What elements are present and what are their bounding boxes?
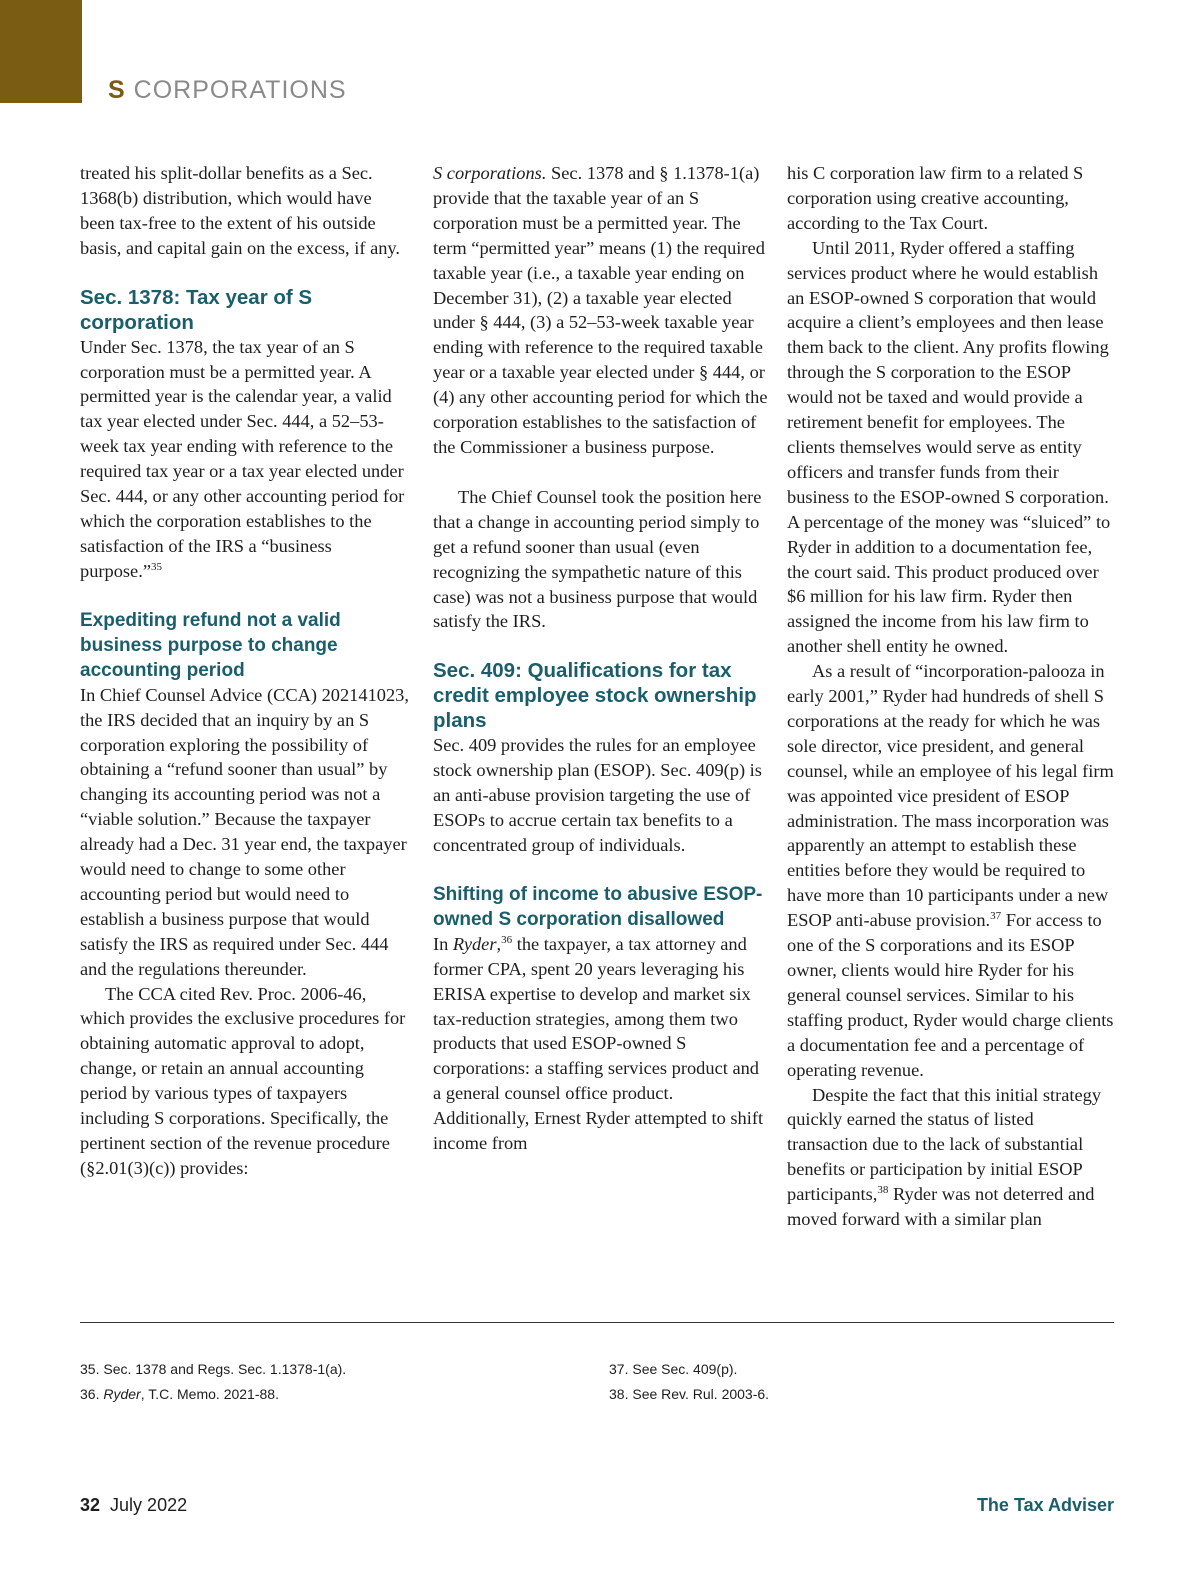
subheading-shifting-income: Shifting of income to abusive ESOP-owned S corporation disallowed	[433, 883, 763, 930]
paragraph: Until 2011, Ryder offered a staffing services product where he would establish an ESOP-owned S corporation that would acquire a client’s employees and then lease them back to the client. Any profits flowing through the S corporation to the ESOP would not be taxed and would provide a retirement benefit for employees. The clients themselves would serve as entity officers and transfer funds from their business to the ESOP-owned S corporation. A percentage of the money was “sluiced” to Ryder in addition to a documentation fee, the court said. This product produced over $6 million for his law firm. Ryder then assigned the income from his law firm to another shell entity he owned.	[787, 237, 1111, 657]
paragraph: The Chief Counsel took the position here that a change in accounting period simply to get a refund sooner than usual (even recognizing the sympathetic nature of this case) was not a business purpose that would satisfy the IRS.	[433, 486, 762, 632]
paragraph: Sec. 409 provides the rules for an employee stock ownership plan (ESOP). Sec. 409(p) is an anti-abuse provision targeting the use of ESOPs to accrue certain tax benefits to a concentrated group of individuals.	[433, 735, 762, 855]
footnote-ref-38: 38	[877, 1184, 889, 1197]
section-header	[108, 76, 347, 105]
issue-date: July 2022	[110, 1495, 188, 1515]
paragraph: The CCA cited Rev. Proc. 2006-46, which provides the exclusive procedures for obtaining automatic approval to adopt, change, or retain an annual accounting period by various types of taxpayers including S corporations. Specifically, the pertinent section of the revenue procedure (§2.01(3)(c)) provides:	[80, 983, 406, 1178]
paragraph: treated his split-dollar benefits as a Sec. 1368(b) distribution, which would have been tax-free to the extent of his outside basis, and capital gain on the excess, if any.	[80, 163, 401, 258]
footnote-37: 37. See Sec. 409(p).	[609, 1361, 738, 1377]
footnote-ref-36: 36	[501, 933, 513, 946]
footnote-divider	[80, 1322, 1114, 1323]
heading-sec-409: Sec. 409: Qualifications for tax credit employee stock ownership plans	[433, 659, 757, 733]
column-1	[80, 161, 410, 1181]
footnote-35: 35. Sec. 1378 and Regs. Sec. 1.1378-1(a).	[80, 1361, 347, 1377]
footnote-36: 36. Ryder, T.C. Memo. 2021-88.	[80, 1386, 279, 1402]
page-folio	[80, 1495, 187, 1516]
subheading-expediting-refund: Expediting refund not a valid business purpose to change accounting period	[80, 609, 341, 681]
section-header-title: CORPORATIONS	[125, 76, 347, 104]
paragraph: In Ryder,$^{36}$ the taxpayer, a tax attorney and former CPA, spent 20 years leveraging his ERISA expertise to develop and market six tax-reduction strategies, among them two products that used ESOP-owned S corporations: a staffing services product and a general counsel office product. Additionally, Ernest Ryder attempted to shift income from	[433, 933, 764, 1154]
section-header-initial: S	[108, 76, 126, 104]
paragraph: his C corporation law firm to a related S corporation using creative accounting, according to the Tax Court.	[787, 163, 1084, 233]
header-color-block	[0, 0, 82, 103]
column-3	[787, 161, 1117, 1232]
block-quote: S corporations. Sec. 1378 and § 1.1378-1(a) provide that the taxable year of an S corporation must be a permitted year. The term “permitted year” means (1) the required taxable year (i.e., a taxable year ending on December 31), (2) a taxable year elected under § 444, (3) a 52–53-week taxable year ending with reference to the required taxable year or a taxable year elected under § 444, or (4) any other accounting period for which the corporation establishes to the satisfaction of the Commissioner a business purpose.	[433, 163, 768, 457]
paragraph: Despite the fact that this initial strategy quickly earned the status of listed transaction due to the lack of substantial benefits or participation by initial ESOP participants,$^{38}$ Ryder was not deterred and moved forward with a similar plan	[787, 1084, 1102, 1230]
paragraph: In Chief Counsel Advice (CCA) 202141023, the IRS decided that an inquiry by an S corporation exploring the possibility of obtaining a “refund sooner than usual” by changing its accounting period was not a “viable solution.” Because the taxpayer already had a Dec. 31 year end, the taxpayer would need to change to some other accounting period but would need to establish a business purpose that would satisfy the IRS as required under Sec. 444 and the regulations thereunder.	[80, 684, 409, 979]
page-number: 32	[80, 1495, 101, 1515]
paragraph: As a result of “incorporation-palooza in early 2001,” Ryder had hundreds of shell S corporations at the ready for which he was sole director, vice president, and general counsel, while an employee of his legal firm was appointed vice president of ESOP administration. The mass incorporation was apparently an attempt to establish these entities before they would be required to have more than 10 participants under a new ESOP anti-abuse provision.$^{37}$ For access to one of the S corporations and its ESOP owner, clients would hire Ryder for his general counsel services. Similar to his staffing product, Ryder would charge clients a documentation fee and a percentage of operating revenue.	[787, 661, 1114, 1080]
footnote-ref-35: 35	[151, 560, 162, 573]
publication-name: The Tax Adviser	[976, 1495, 1114, 1515]
footnote-ref-37: 37	[990, 910, 1002, 923]
column-2	[433, 161, 768, 1156]
paragraph: Under Sec. 1378, the tax year of an S corporation must be a permitted year. A permitted year is the calendar year, a valid tax year elected under Sec. 444, a 52–53-week tax year ending with reference to the required tax year or a tax year elected under Sec. 444, or any other accounting period for which the corporation establishes to the satisfaction of the IRS a “business purpose.”$^{35}$	[80, 336, 405, 581]
footnote-38: 38. See Rev. Rul. 2003-6.	[609, 1386, 770, 1402]
case-name: Ryder	[452, 933, 497, 954]
heading-sec-1378: Sec. 1378: Tax year of S corporation	[80, 285, 313, 334]
